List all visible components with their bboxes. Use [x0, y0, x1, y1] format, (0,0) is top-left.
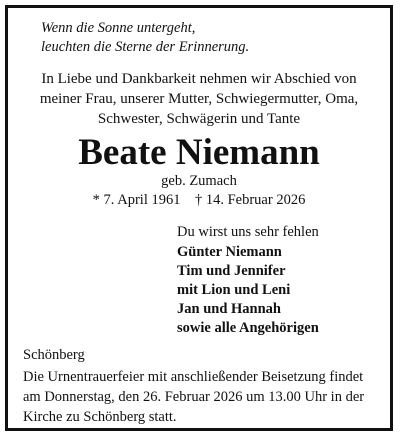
deceased-name: Beate Niemann: [78, 132, 320, 173]
life-dates: * 7. April 1961 † 14. Februar 2026: [92, 192, 306, 208]
intro-line-1: In Liebe und Dankbarkeit nehmen wir Abschied von: [41, 71, 357, 87]
mourner-2: Tim und Jennifer: [177, 263, 286, 279]
mourner-4: Jan und Hannah: [177, 301, 281, 317]
motto-line-1: Wenn die Sonne untergeht,: [41, 20, 196, 36]
mourner-5: sowie alle Angehörigen: [177, 320, 319, 336]
mourner-3: mit Lion und Leni: [177, 282, 291, 298]
motto-line-2: leuchten die Sterne der Erinnerung.: [41, 39, 250, 55]
maiden-name: geb. Zumach: [161, 173, 237, 189]
service-note: Die Urnentrauerfeier mit anschließender Beisetzung findet am Donnerstag, den 26. Februar 2026 um 13.00 Uhr in der Kirche zu Schönberg statt.: [23, 369, 365, 425]
mourner-1: Günter Niemann: [177, 244, 282, 260]
place-name: Schönberg: [23, 347, 85, 363]
intro-line-2: meiner Frau, unserer Mutter, Schwiegermutter, Oma,: [39, 91, 359, 107]
intro-line-3: Schwester, Schwägerin und Tante: [97, 111, 301, 127]
farewell-line: Du wirst uns sehr fehlen: [177, 224, 319, 240]
obituary-frame: [5, 5, 393, 431]
